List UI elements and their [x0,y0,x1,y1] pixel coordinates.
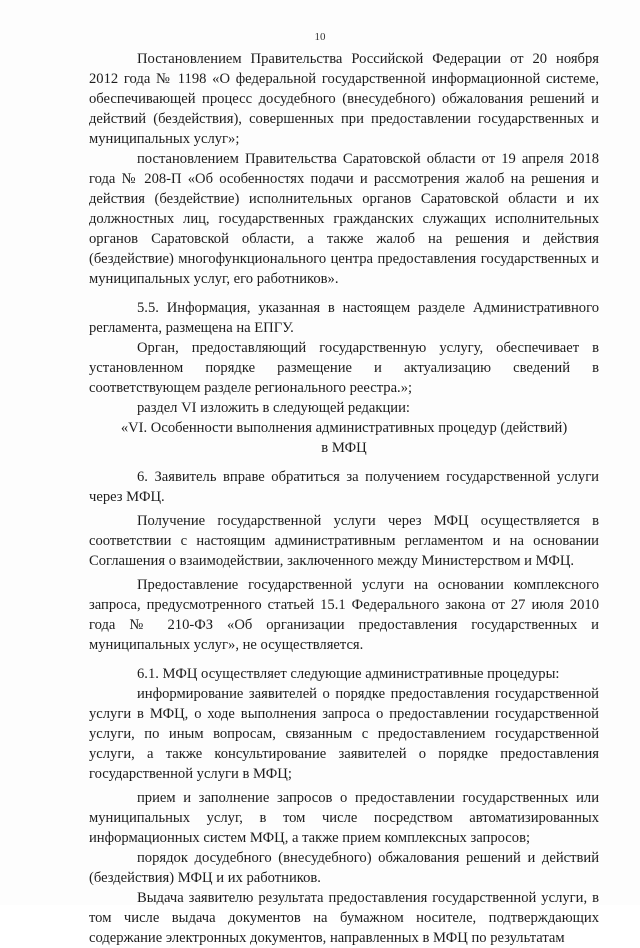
document-body [89,49,599,948]
paragraph-reception: прием и заполнение запросов о предоставлении государственных или муниципальных услуг, в том числе посредством автоматизированных информационных систем МФЦ, а также прием комплексных запросов; [89,790,599,846]
section-heading-line-2: в МФЦ [321,440,367,456]
paragraph-organ-registry: Орган, предоставляющий государственную услугу, обеспечивает в установленном порядке размещение и актуализацию сведений в соответствующем разделе регионального реестра.»; [89,340,599,396]
paragraph-complex-request: Предоставление государственной услуги на основании комплексного запроса, предусмотренного статьей 15.1 Федерального закона от 27 июля 2010 года № 210-ФЗ «Об организации предоставления государственных и муниципальных услуг», не осуществляется. [89,577,599,653]
paragraph-mfc-receipt: Получение государственной услуги через МФЦ осуществляется в соответствии с настоящим административным регламентом и на основании Соглашения о взаимодействии, заключенного между Министерством и МФЦ. [89,513,599,569]
paragraph-5-5: 5.5. Информация, указанная в настоящем разделе Административного регламента, размещена на ЕПГУ. [89,300,599,336]
paragraph-section-vi-intro: раздел VI изложить в следующей редакции: [137,400,410,416]
paragraph-resolution-208p: постановлением Правительства Саратовской области от 19 апреля 2018 года № 208-П «Об особенностях подачи и рассмотрения жалоб на решения и действия (бездействие) исполнительных органов Саратовской области и их должностных лиц, государственных гражданских служащих исполнительных органов Саратовской области, а также жалоб на решения и действия (бездействие) многофункционального центра предоставления государственных и муниципальных услуг, его работников». [89,151,599,287]
paragraph-resolution-1198: Постановлением Правительства Российской Федерации от 20 ноября 2012 года № 1198 «О федеральной государственной информационной системе, обеспечивающей процесс досудебного (внесудебного) обжалования решений и действий (бездействия), совершенных при предоставлении государственных и муниципальных услуг»; [89,51,599,147]
paragraph-result-issue: Выдача заявителю результата предоставления государственной услуги, в том числе выдача документов на бумажном носителе, подтверждающих содержание электронных документов, направленных в МФЦ по результатам [89,890,599,946]
paragraph-6: 6. Заявитель вправе обратиться за получением государственной услуги через МФЦ. [89,469,599,505]
paragraph-informing: информирование заявителей о порядке предоставления государственной услуги в МФЦ, о ходе выполнения запроса о предоставлении государственной услуги, по иным вопросам, связанным с предоставлением государственной услуги, а также консультирование заявителей о порядке предоставления государственной услуги в МФЦ; [89,686,599,782]
section-heading-line-1: «VI. Особенности выполнения административных процедур (действий) [120,420,568,436]
paragraph-appeal: порядок досудебного (внесудебного) обжалования решений и действий (бездействия) МФЦ и их работников. [89,850,599,886]
paragraph-6-1: 6.1. МФЦ осуществляет следующие административные процедуры: [137,666,560,682]
page-number: 10 [314,31,326,43]
